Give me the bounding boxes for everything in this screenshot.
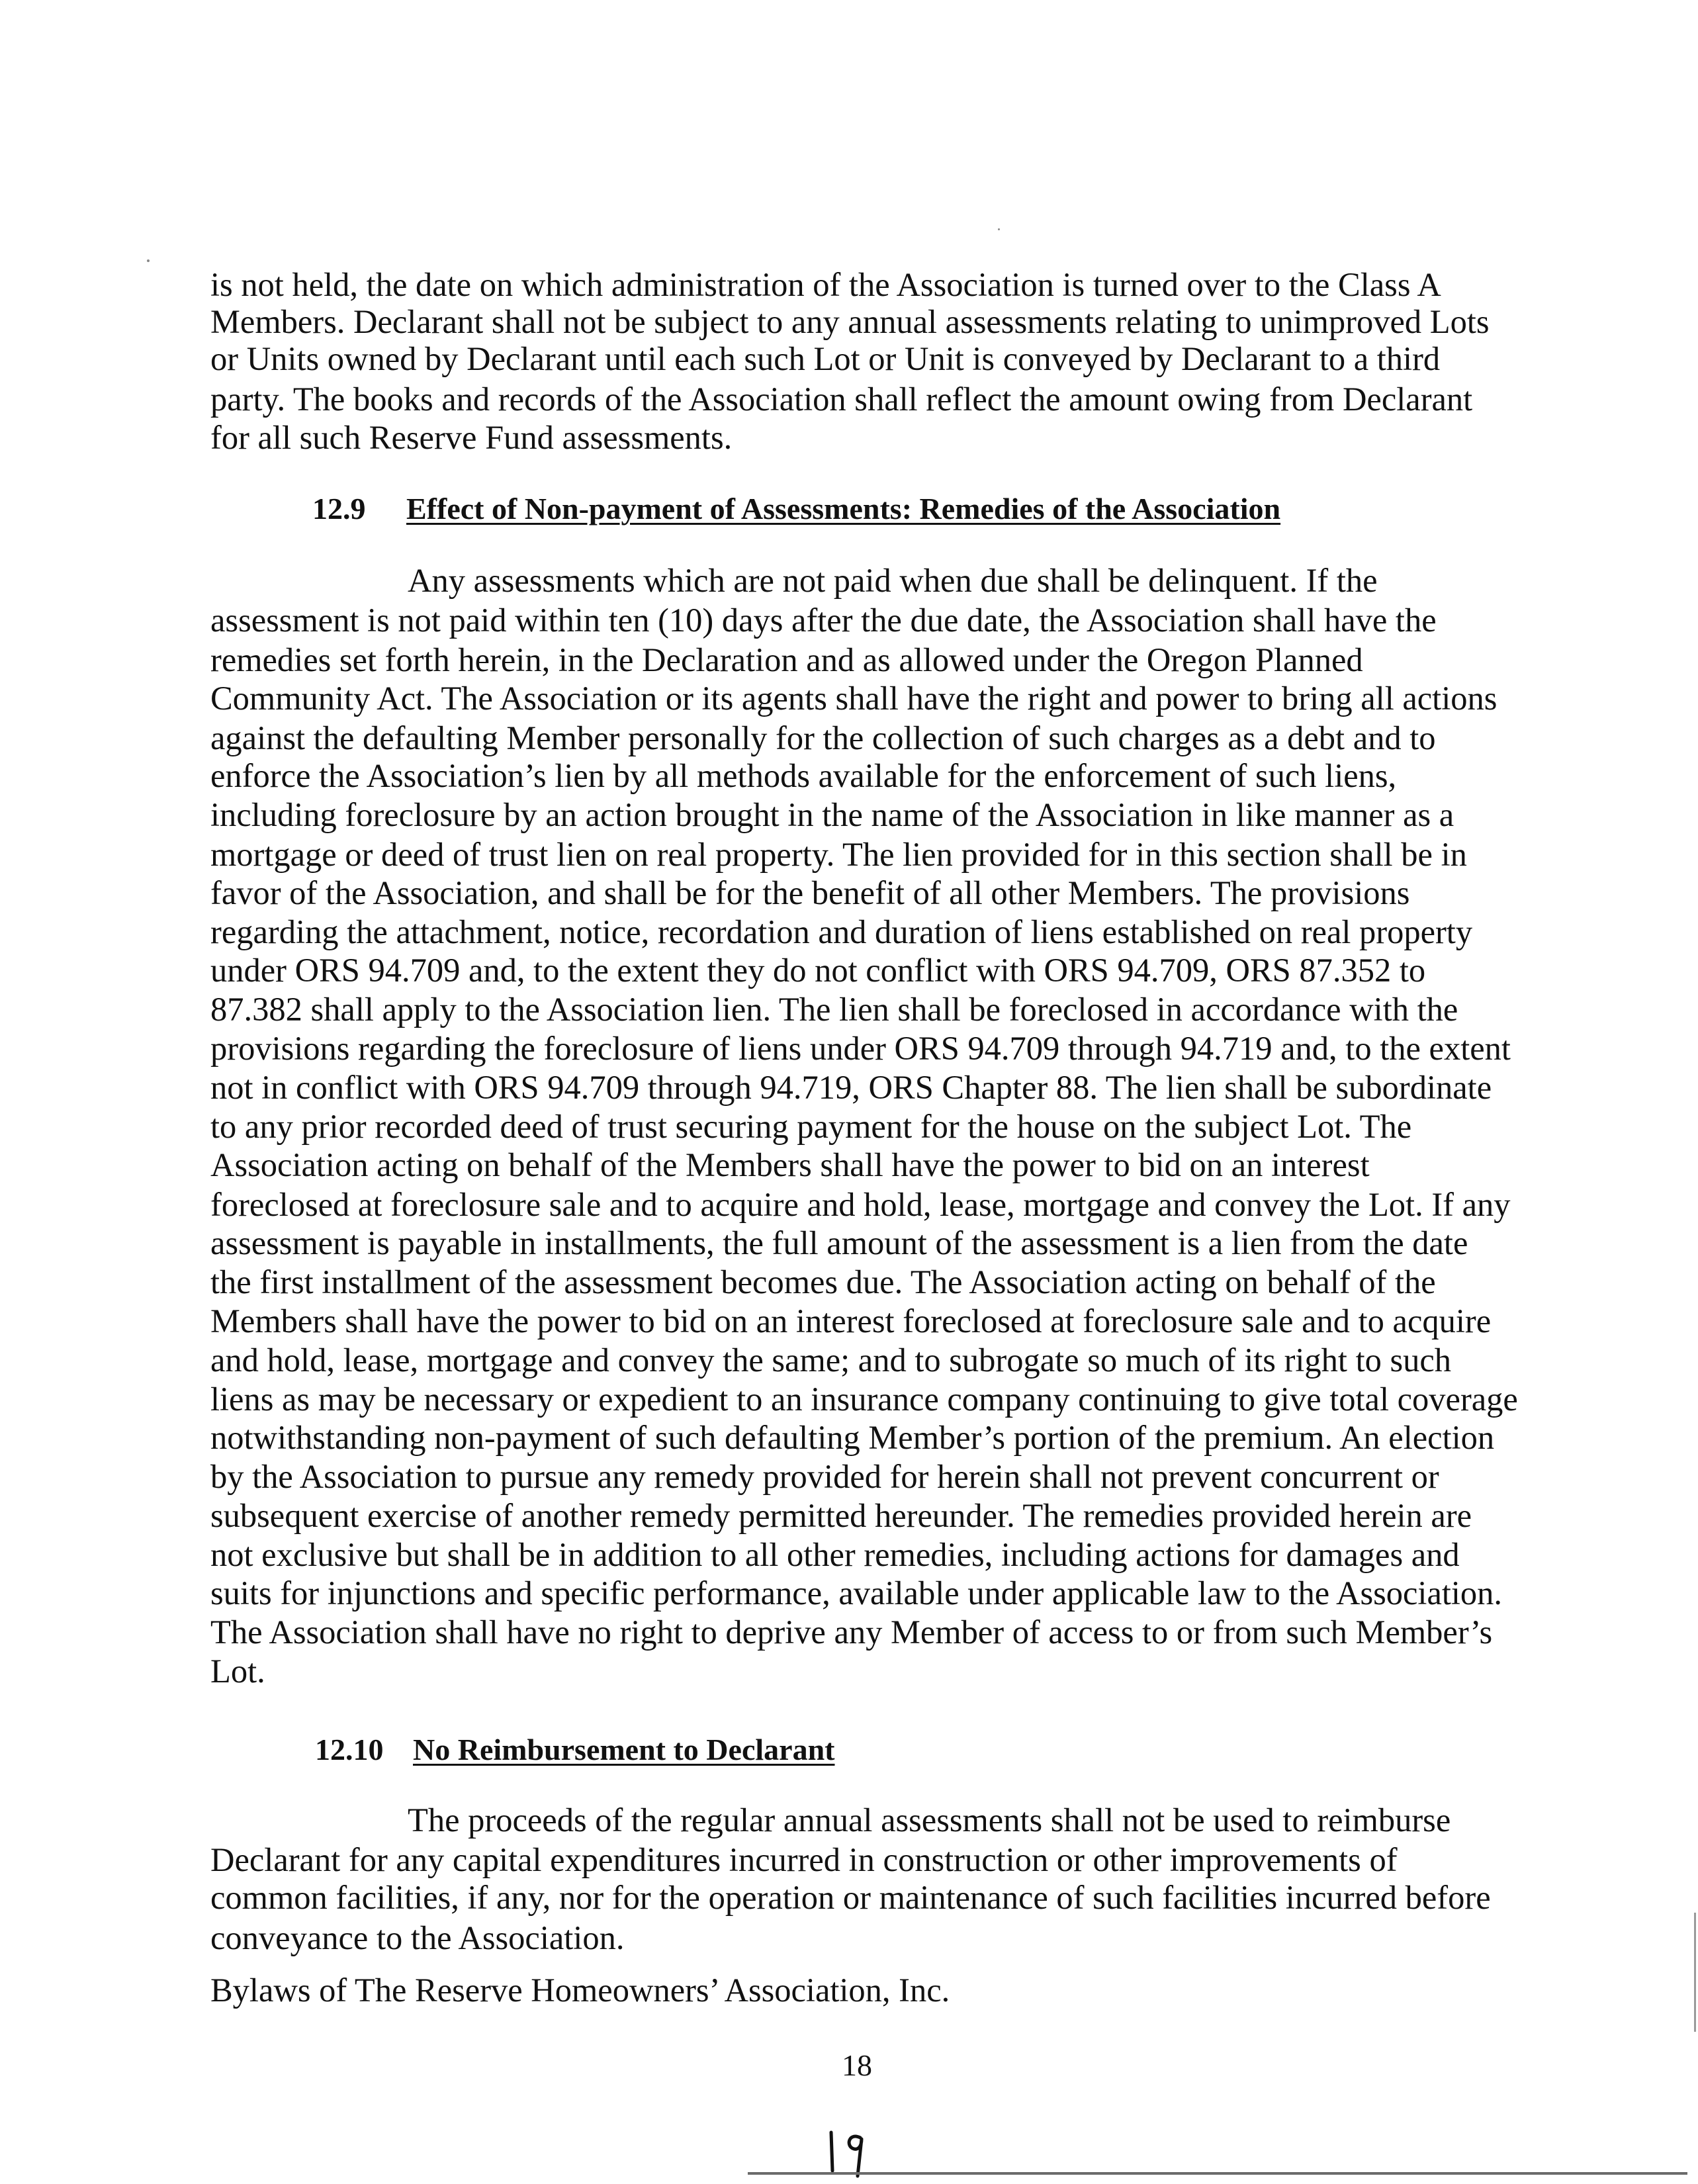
section-12-9-line: by the Association to pursue any remedy provided for herein shall not prevent concurrent or [210, 1458, 1439, 1495]
section-12-9-heading [312, 489, 1280, 529]
section-12-10-line: Declarant for any capital expenditures incurred in construction or other improvements of [210, 1841, 1398, 1878]
section-12-10-number: 12.10 [315, 1733, 384, 1766]
section-12-9-title: Effect of Non-payment of Assessments: Remedies of the Association [406, 492, 1281, 525]
section-12-9-line: Lot. [210, 1653, 265, 1690]
section-12-9-line: Members shall have the power to bid on an interest foreclosed at foreclosure sale and to acquire [210, 1302, 1492, 1340]
section-12-9-line: 87.382 shall apply to the Association lien. The lien shall be foreclosed in accordance with the [210, 991, 1458, 1028]
section-12-10-title: No Reimbursement to Declarant [413, 1733, 835, 1766]
section-12-10-line: The proceeds of the regular annual assessments shall not be used to reimburse [408, 1801, 1451, 1839]
section-12-9-line: favor of the Association, and shall be for the benefit of all other Members. The provisions [210, 874, 1410, 911]
section-12-9-line: liens as may be necessary or expedient to an insurance company continuing to give total coverage [210, 1381, 1518, 1418]
intro-line: party. The books and records of the Association shall reflect the amount owing from Declarant [210, 381, 1473, 418]
section-12-10-line: conveyance to the Association. [210, 1919, 625, 1956]
intro-line: for all such Reserve Fund assessments. [210, 419, 733, 456]
section-12-9-line: Community Act. The Association or its agents shall have the right and power to bring all actions [210, 680, 1497, 717]
section-12-9-line: assessment is payable in installments, the full amount of the assessment is a lien from the date [210, 1224, 1468, 1261]
section-12-9-line: enforce the Association’s lien by all methods available for the enforcement of such liens, [210, 757, 1397, 794]
section-12-9-line: under ORS 94.709 and, to the extent they do not conflict with ORS 94.709, ORS 87.352 to [210, 952, 1426, 989]
intro-line: is not held, the date on which administration of the Association is turned over to the Class A [210, 266, 1441, 303]
scan-speck [147, 259, 150, 262]
section-12-9-line: assessment is not paid within ten (10) days after the due date, the Association shall have the [210, 602, 1437, 639]
section-12-9-line: regarding the attachment, notice, recordation and duration of liens established on real property [210, 913, 1473, 950]
document-footer: Bylaws of The Reserve Homeowners’ Association, Inc. [210, 1972, 950, 2009]
section-12-9-line: not exclusive but shall be in addition to all other remedies, including actions for damages and [210, 1536, 1460, 1573]
section-12-9-line: against the defaulting Member personally for the collection of such charges as a debt and to [210, 719, 1436, 756]
section-12-9-line: and hold, lease, mortgage and convey the same; and to subrogate so much of its right to such [210, 1342, 1452, 1379]
section-12-9-number: 12.9 [312, 492, 366, 525]
section-12-9-line: The Association shall have no right to deprive any Member of access to or from such Member’s [210, 1614, 1493, 1651]
scan-edge-line [1694, 1913, 1696, 2032]
section-12-9-line: to any prior recorded deed of trust securing payment for the house on the subject Lot. The [210, 1108, 1412, 1145]
page-number: 18 [842, 2048, 872, 2082]
section-12-9-line: notwithstanding non-payment of such defaulting Member’s portion of the premium. An election [210, 1419, 1495, 1456]
intro-line: Members. Declarant shall not be subject to any annual assessments relating to unimproved Lots [210, 303, 1490, 340]
intro-line: or Units owned by Declarant until each such Lot or Unit is conveyed by Declarant to a third [210, 340, 1441, 377]
section-12-9-line: foreclosed at foreclosure sale and to acquire and hold, lease, mortgage and convey the Lot. If any [210, 1186, 1511, 1223]
section-12-9-line: Association acting on behalf of the Members shall have the power to bid on an interest [210, 1146, 1370, 1183]
section-12-9-line: subsequent exercise of another remedy permitted hereunder. The remedies provided herein are [210, 1497, 1472, 1534]
section-12-9-line: including foreclosure by an action brought in the name of the Association in like manner as a [210, 796, 1454, 833]
section-12-9-line: Any assessments which are not paid when due shall be delinquent. If the [408, 562, 1378, 599]
scan-edge-line [748, 2172, 1687, 2175]
handwritten-page-number [819, 2124, 879, 2184]
section-12-9-line: provisions regarding the foreclosure of liens under ORS 94.709 through 94.719 and, to the extent [210, 1030, 1511, 1067]
section-12-9-line: remedies set forth herein, in the Declaration and as allowed under the Oregon Planned [210, 641, 1363, 678]
section-12-10-heading [315, 1730, 834, 1770]
section-12-9-line: not in conflict with ORS 94.709 through 94.719, ORS Chapter 88. The lien shall be subordinate [210, 1069, 1492, 1106]
scan-speck [998, 228, 1000, 230]
section-12-9-line: mortgage or deed of trust lien on real property. The lien provided for in this section shall be in [210, 836, 1467, 873]
section-12-10-line: common facilities, if any, nor for the operation or maintenance of such facilities incurred before [210, 1879, 1491, 1916]
section-12-9-line: suits for injunctions and specific performance, available under applicable law to the Association. [210, 1574, 1503, 1612]
section-12-9-line: the first installment of the assessment becomes due. The Association acting on behalf of the [210, 1263, 1436, 1300]
